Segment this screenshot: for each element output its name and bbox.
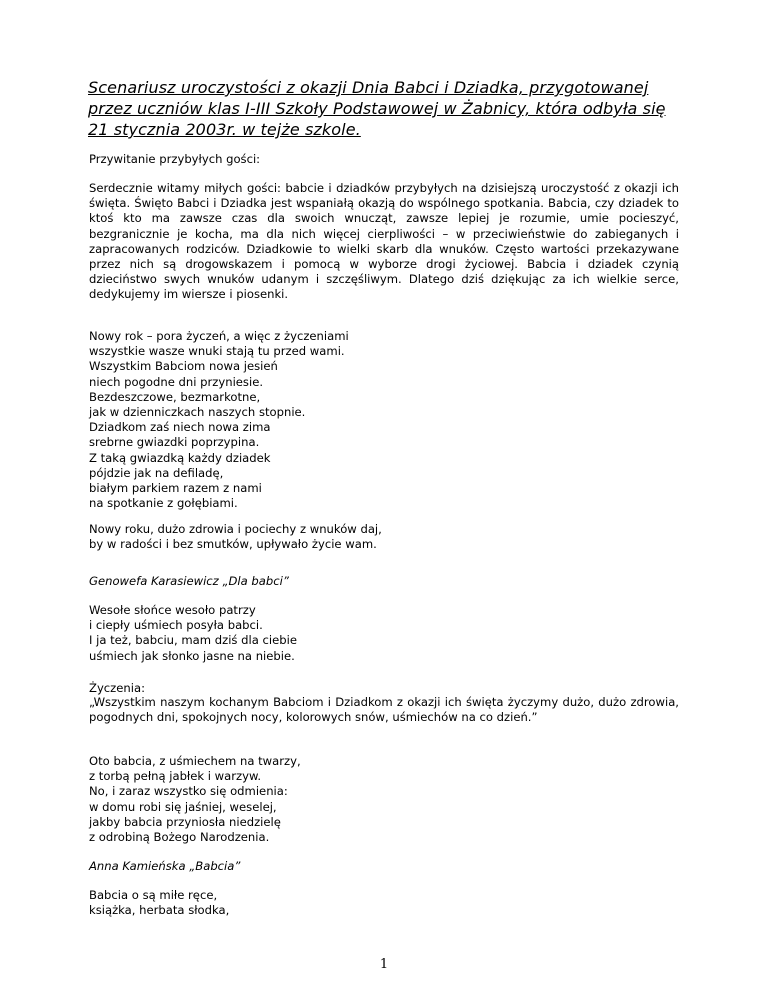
poem-line: Wesołe słońce wesoło patrzy: [89, 603, 256, 617]
greeting-heading: Przywitanie przybyłych gości:: [89, 152, 261, 166]
poem-line: jakby babcia przyniosła niedzielę: [89, 814, 281, 829]
page-number: 1: [379, 957, 389, 972]
document-title: Scenariusz uroczystości z okazji Dnia Babci i Dziadka, przygotowanej przez uczniów klas I-III Szkoły Podstawowej w Żabnicy, która odbyła się 21 stycznia 2003r. w tejże szkole.: [88, 78, 666, 139]
poem-line: by w radości i bez smutków, upływało życie wam.: [89, 537, 377, 552]
poem-line: z torbą pełną jabłek i warzyw.: [89, 769, 262, 784]
poem-dla-babci: [89, 603, 297, 664]
poem-title-karasiewicz: Genowefa Karasiewicz „Dla babci”: [89, 574, 289, 588]
poem-line: i ciepły uśmiech posyła babci.: [89, 618, 263, 633]
poem-line: Oto babcia, z uśmiechem na twarzy,: [89, 754, 301, 768]
poem-line: pójdzie jak na defiladę,: [89, 465, 224, 480]
poem-line: jak w dzienniczkach naszych stopnie.: [89, 405, 306, 420]
intro-paragraph: Serdecznie witamy miłych gości: babcie i dziadków przybyłych na dzisiejszą uroczystość z okazji ich święta. Święto Babci i Dziadka jest wspaniałą okazją do wspólnego spotkania. Babcia, czy dziadek to ktoś kto ma zawsze czas dla swoich wnucząt, zawsze lepiej je rozumie, umie pocieszyć, bezgranicznie je kocha, ma dla nich więcej cierpliwości – w przeciwieństwie do zabieganych i zapracowanych rodziców. Dziadkowie to wielki skarb dla wnuków. Często wartości przekazywane przez nich są drogowskazem i pomocą w wyborze drogi życiowej. Babcia i dziadek czynią dzieciństwo swych wnuków udanym i szczęśliwym. Dlatego dziś dziękując za ich wielkie serce, dedykujemy im wiersze i piosenki.: [89, 181, 679, 302]
poem-title-kamienska: Anna Kamieńska „Babcia”: [89, 859, 241, 873]
poem-line: Wszystkim Babciom nowa jesień: [89, 359, 278, 374]
wishes-text: „Wszystkim naszym kochanym Babciom i Dziadkom z okazji ich święta życzymy dużo, dużo zdrowia, pogodnych dni, spokojnych nocy, kolorowych snów, uśmiechów na co dzień.”: [89, 695, 679, 725]
poem-line: uśmiech jak słonko jasne na niebie.: [89, 648, 295, 663]
poem-line: Nowy roku, dużo zdrowia i pociechy z wnuków daj,: [89, 522, 382, 536]
poem-line: Z taką gwiazdką każdy dziadek: [89, 450, 271, 465]
wishes-heading: Życzenia:: [89, 681, 145, 695]
poem-line: srebrne gwiazdki poprzypina.: [89, 435, 260, 450]
poem-health-wish: [89, 522, 382, 552]
poem-line: z odrobiną Bożego Narodzenia.: [89, 830, 270, 845]
poem-line: książka, herbata słodka,: [89, 903, 230, 918]
poem-line: No, i zaraz wszystko się odmienia:: [89, 784, 288, 799]
poem-new-year: [89, 329, 349, 511]
poem-grandma-arrives: [89, 754, 301, 845]
poem-babcia: [89, 888, 229, 918]
poem-line: I ja też, babciu, mam dziś dla ciebie: [89, 633, 297, 648]
poem-line: na spotkanie z gołębiami.: [89, 496, 238, 511]
poem-line: Babcia o są miłe ręce,: [89, 888, 218, 902]
poem-line: w domu robi się jaśniej, weselej,: [89, 799, 277, 814]
poem-line: Nowy rok – pora życzeń, a więc z życzeniami: [89, 329, 349, 343]
poem-line: niech pogodne dni przyniesie.: [89, 374, 264, 389]
poem-line: Bezdeszczowe, bezmarkotne,: [89, 389, 261, 404]
poem-line: białym parkiem razem z nami: [89, 481, 262, 496]
poem-line: wszystkie wasze wnuki stają tu przed wami.: [89, 344, 345, 359]
poem-line: Dziadkom zaś niech nowa zima: [89, 420, 271, 435]
